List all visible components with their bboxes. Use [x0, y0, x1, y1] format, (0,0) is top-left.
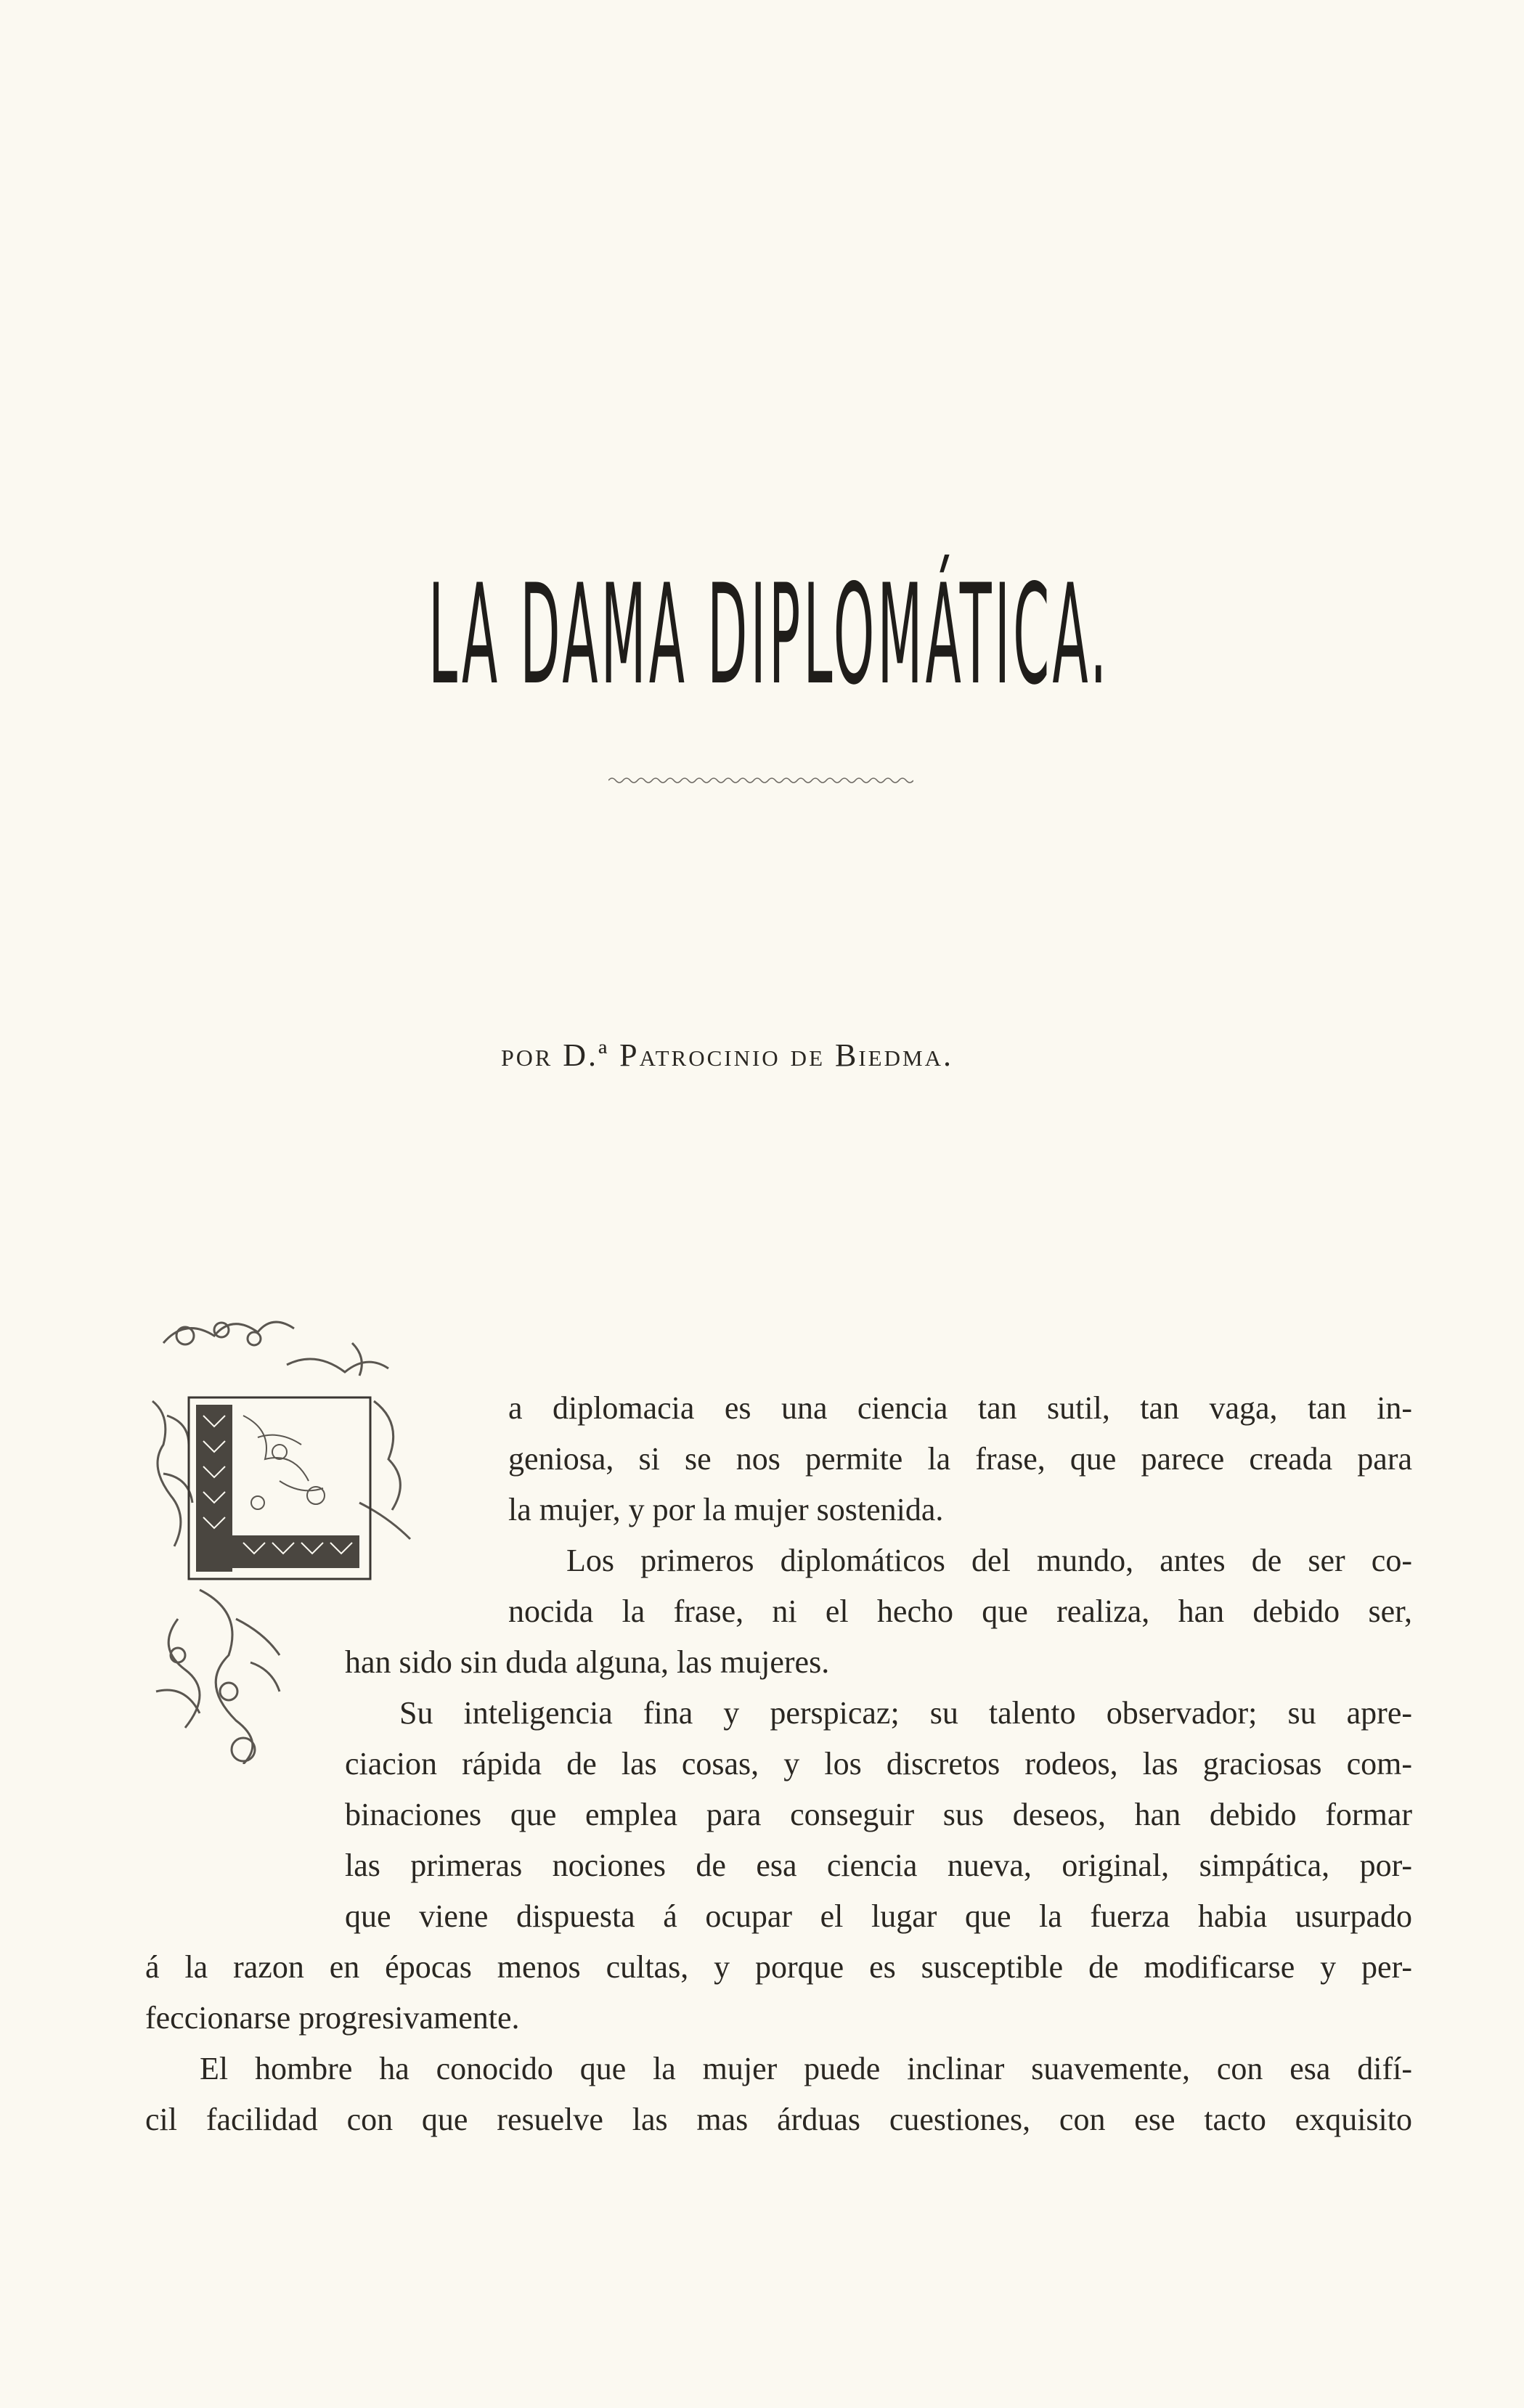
body-line: cil facilidad con que resuelve las mas árduas cuestiones, con ese tacto exquisito: [145, 2102, 1412, 2137]
body-line: á la razon en épocas menos cultas, y porque es susceptible de modificarse y per-: [145, 1949, 1412, 1985]
byline-author: D.ª Patrocinio de Biedma.: [563, 1037, 953, 1073]
body-line: la mujer, y por la mujer sostenida.: [508, 1492, 944, 1527]
body-line: geniosa, si se nos permite la frase, que parece creada para: [508, 1441, 1412, 1477]
body-line: nocida la frase, ni el hecho que realiza, han debido ser,: [508, 1593, 1412, 1629]
page-title: LA DAMA DIPLOMÁTICA.: [428, 555, 1110, 715]
byline-por: POR: [501, 1045, 553, 1071]
decorative-rule: [608, 775, 913, 785]
author-byline: [501, 1037, 953, 1074]
body-line: las primeras nociones de esa ciencia nueva, original, simpática, por-: [345, 1848, 1412, 1883]
body-line: El hombre ha conocido que la mujer puede inclinar suavemente, con esa difí-: [200, 2051, 1412, 2086]
body-line: que viene dispuesta á ocupar el lugar que la fuerza habia usurpado: [345, 1898, 1412, 1934]
body-line: binaciones que emplea para conseguir sus deseos, han debido formar: [345, 1797, 1412, 1832]
body-line: Su inteligencia fina y perspicaz; su talento observador; su apre-: [399, 1695, 1412, 1731]
body-line: a diplomacia es una ciencia tan sutil, tan vaga, tan in-: [508, 1390, 1412, 1426]
body-line: feccionarse progresivamente.: [145, 2000, 520, 2036]
body-line: han sido sin duda alguna, las mujeres.: [345, 1644, 830, 1680]
body-line: Los primeros diplomáticos del mundo, antes de ser co-: [566, 1543, 1412, 1578]
body-line: ciacion rápida de las cosas, y los discretos rodeos, las graciosas com-: [345, 1746, 1412, 1781]
